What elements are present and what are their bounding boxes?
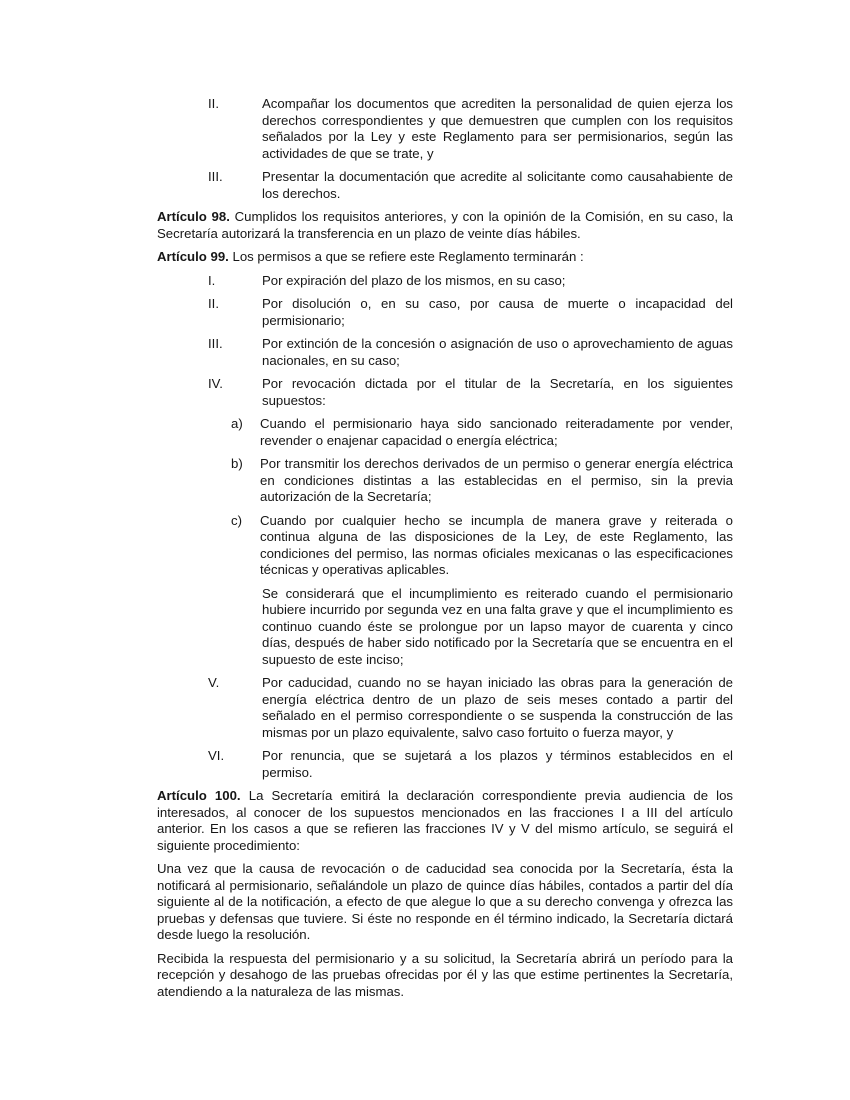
paragraph-text: Cuando el permisionario haya sido sancionado reiteradamente por vender, revender o enajenar capacidad o energía eléctrica; — [260, 416, 733, 448]
paragraph-text: Cumplidos los requisitos anteriores, y con la opinión de la Comisión, en su caso, la Secretaría autorizará la transferencia en un plazo de veinte días hábiles. — [157, 209, 733, 241]
paragraph-text: Cuando por cualquier hecho se incumpla de manera grave y reiterada o continua alguna de las disposiciones de la Ley, de este Reglamento, las condiciones del permiso, las normas oficiales mexicanas o las especificaciones técnicas y operativas aplicables. — [260, 512, 733, 577]
article-paragraph — [157, 788, 733, 854]
paragraph-text: Por extinción de la concesión o asignación de uso o aprovechamiento de aguas nacionales, en su caso; — [262, 336, 733, 368]
paragraph-text: Los permisos a que se refiere este Reglamento terminarán : — [232, 249, 584, 264]
document-page — [157, 96, 733, 1007]
paragraph-text: Se considerará que el incumplimiento es reiterado cuando el permisionario hubiere incurrido por segunda vez en una falta grave y que el incumplimiento es continuo cuando éste se prolongue por un lapso mayor de cuarenta y cinco días, después de haber sido notificado por la Secretaría que se encuentra en el supuesto de este inciso; — [262, 585, 733, 667]
paragraph-text: Por caducidad, cuando no se hayan iniciado las obras para la generación de energía eléctrica dentro de un plazo de seis meses contado a partir del señalado en el permiso correspondiente o se suspenda la construcción de las mismas por un plazo equivalente, salvo caso fortuito o fuerza mayor, y — [262, 675, 733, 740]
list-marker: III. — [208, 336, 223, 351]
list-marker: II. — [208, 96, 219, 111]
paragraph-text: Una vez que la causa de revocación o de caducidad sea conocida por la Secretaría, ésta la notificará al permisionario, señalándole un plazo de quince días hábiles, contados a partir del día siguiente al de la notificación, a efecto de que alegue lo que a su derecho convenga y ofrezca las pruebas y defensas que tuviere. Si éste no responde en él término indicado, la Secretaría dictará desde luego la resolución. — [157, 861, 733, 942]
article-paragraph — [157, 209, 733, 242]
list-marker: V. — [208, 675, 220, 690]
list-item — [208, 273, 733, 290]
body-paragraph — [157, 951, 733, 1001]
paragraph-text: Por expiración del plazo de los mismos, en su caso; — [262, 272, 566, 288]
list-marker: c) — [231, 512, 242, 528]
list-item — [208, 336, 733, 369]
list-item — [208, 675, 733, 741]
paragraph-text: Recibida la respuesta del permisionario y a su solicitud, la Secretaría abrirá un período para la recepción y desahogo de las pruebas ofrecidas por él y las que estime pertinentes la Secretaría, atendiendo a la naturaleza de las mismas. — [157, 950, 733, 999]
paragraph-text: Por renuncia, que se sujetará a los plazos y términos establecidos en el permiso. — [262, 748, 733, 780]
list-item — [208, 376, 733, 409]
paragraph-text: Acompañar los documentos que acrediten la personalidad de quien ejerza los derechos correspondientes y que demuestren que cumplen con los requisitos señalados por la Ley y este Reglamento para ser permisionarios, según las actividades de que se trate, y — [262, 96, 733, 161]
list-marker: a) — [231, 416, 243, 431]
list-marker: VI. — [208, 748, 225, 763]
list-item — [208, 169, 733, 202]
list-item — [231, 416, 733, 449]
article-label: Artículo 99. — [157, 249, 229, 264]
list-marker: I. — [208, 272, 216, 288]
list-item — [208, 296, 733, 329]
list-item — [208, 96, 733, 162]
list-marker: III. — [208, 169, 223, 184]
article-label: Artículo 100. — [157, 788, 241, 803]
list-marker: IV. — [208, 376, 223, 391]
article-label: Artículo 98. — [157, 209, 230, 224]
body-paragraph — [157, 861, 733, 944]
paragraph-text: Por revocación dictada por el titular de la Secretaría, en los siguientes supuestos: — [262, 376, 733, 408]
list-marker: b) — [231, 456, 243, 471]
list-item — [231, 456, 733, 506]
paragraph-text: La Secretaría emitirá la declaración correspondiente previa audiencia de los interesados, al conocer de los supuestos mencionados en las fracciones I a III del artículo anterior. En los casos a que se refieren las fracciones IV y V del mismo artículo, se seguirá el siguiente procedimiento: — [157, 788, 733, 853]
list-marker: II. — [208, 296, 219, 311]
list-item — [231, 513, 733, 579]
paragraph-text: Por transmitir los derechos derivados de un permiso o generar energía eléctrica en condiciones distintas a las establecidas en el permiso, sin la previa autorización de la Secretaría; — [260, 456, 733, 504]
hanging-paragraph — [262, 586, 733, 669]
paragraph-text: Por disolución o, en su caso, por causa de muerte o incapacidad del permisionario; — [262, 296, 733, 328]
article-paragraph — [157, 249, 733, 266]
list-item — [208, 748, 733, 781]
paragraph-text: Presentar la documentación que acredite al solicitante como causahabiente de los derechos. — [262, 169, 733, 201]
